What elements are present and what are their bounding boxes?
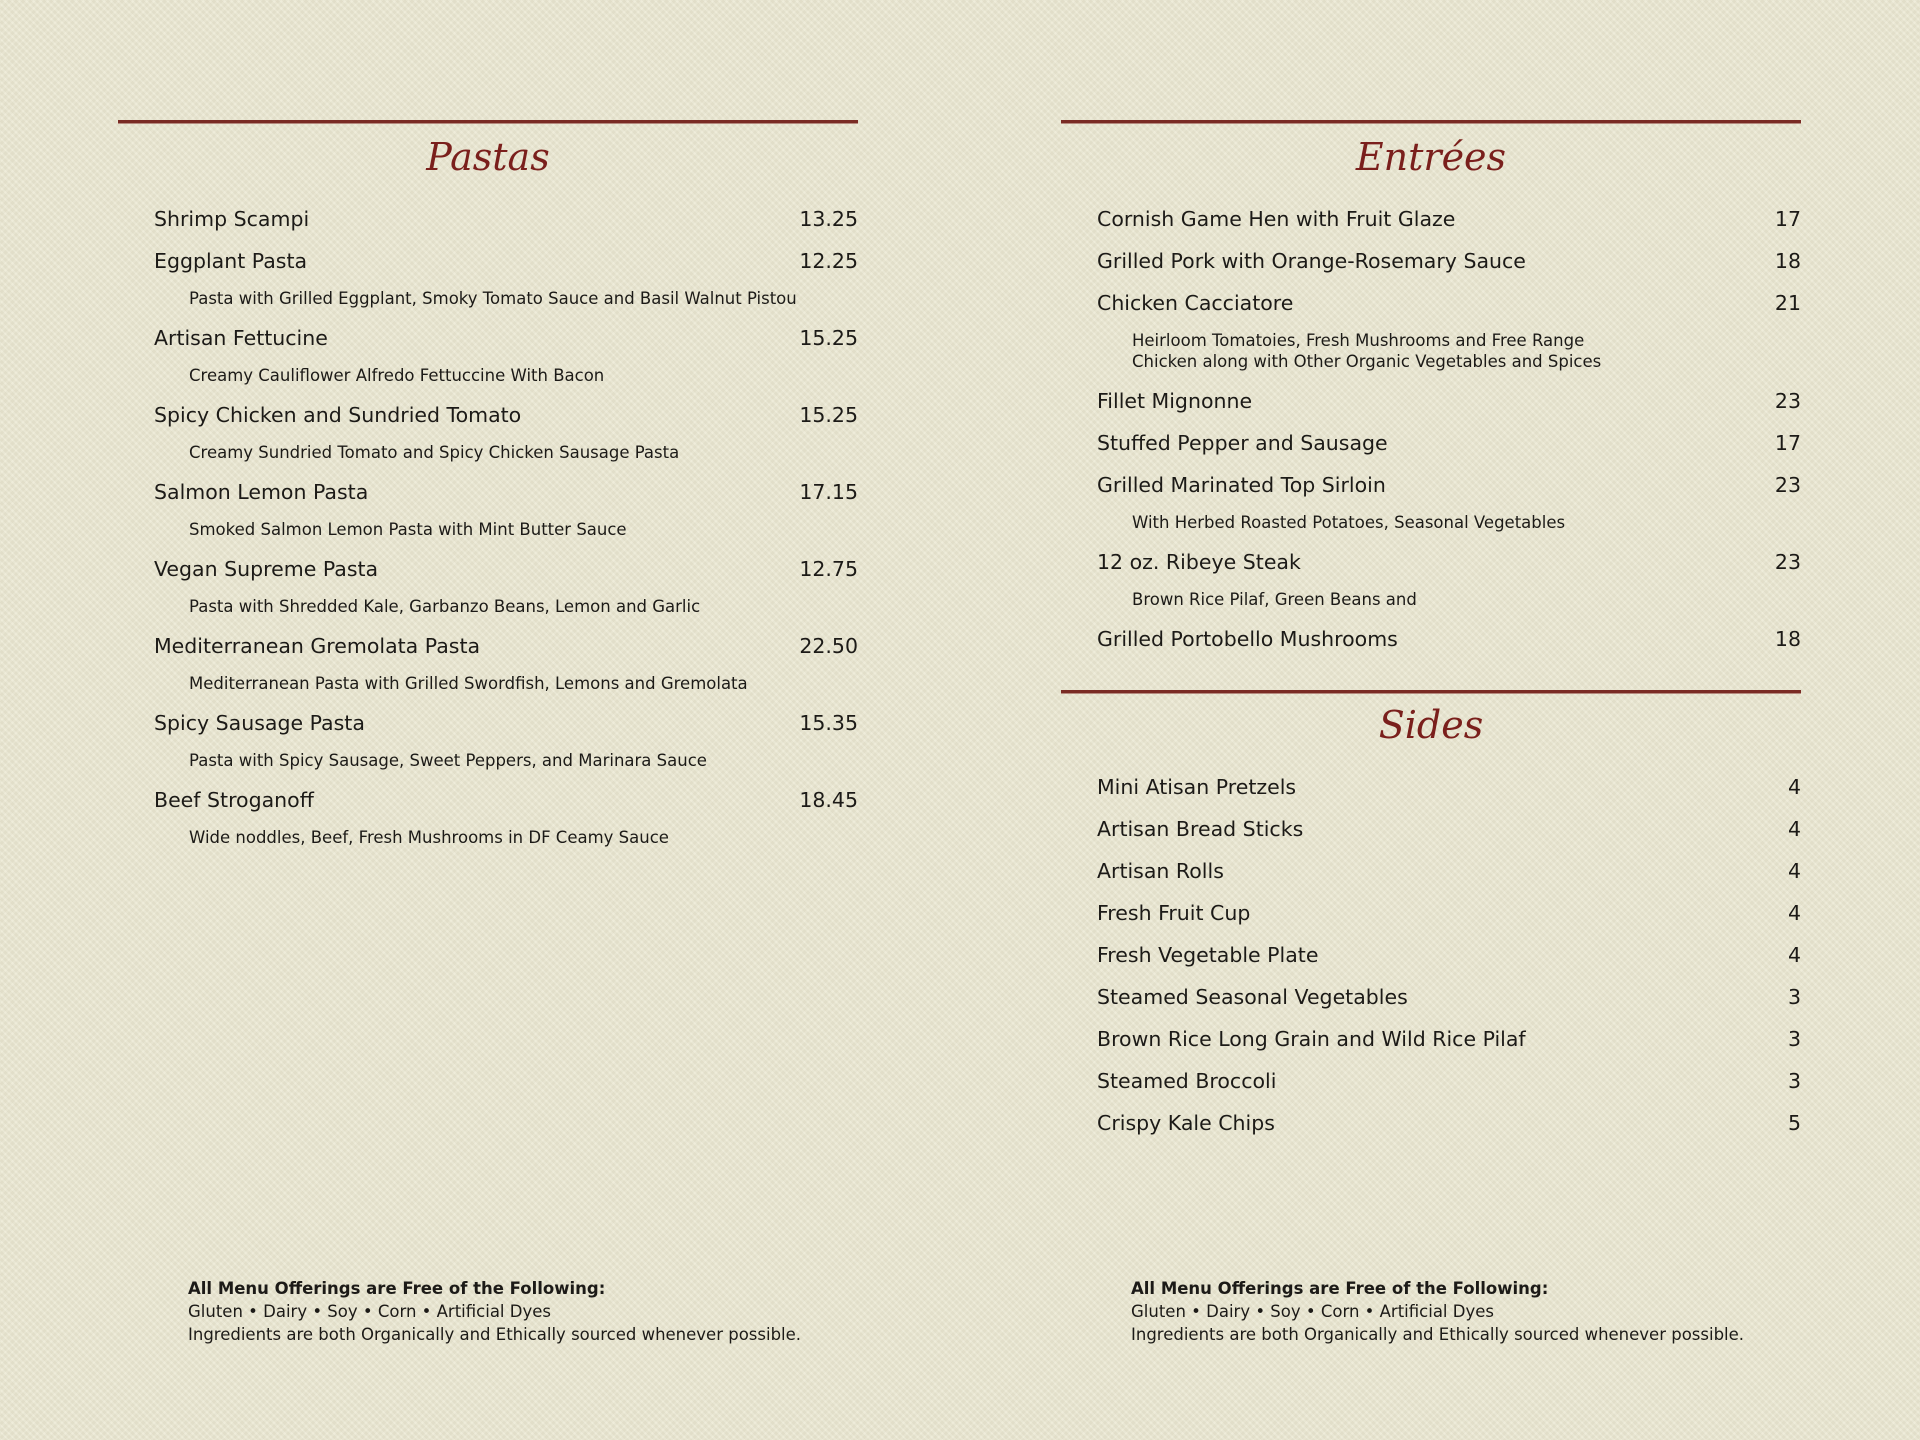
menu-item-row xyxy=(1097,1026,1801,1052)
menu-item-price: 3 xyxy=(1787,1069,1801,1093)
left-footnote xyxy=(188,1277,801,1346)
sides-title: Sides xyxy=(1378,703,1484,747)
menu-item-row xyxy=(1097,290,1801,316)
menu-item-row xyxy=(154,402,858,428)
menu-item-row xyxy=(1097,900,1801,926)
menu-item-description: Creamy Cauliflower Alfredo Fettuccine With Bacon xyxy=(189,366,605,385)
menu-item-price: 5 xyxy=(1787,1111,1801,1135)
menu-item-name: Chicken Cacciatore xyxy=(1097,291,1294,315)
menu-item-price: 4 xyxy=(1787,901,1801,925)
menu-item-row xyxy=(1097,248,1801,274)
menu-item xyxy=(154,206,858,232)
menu-item xyxy=(1097,816,1801,842)
right-footnote xyxy=(1131,1277,1744,1346)
menu-item-description: Mediterranean Pasta with Grilled Swordfish, Lemons and Gremolata xyxy=(189,674,748,693)
menu-item-row xyxy=(1097,430,1801,456)
menu-item-name: Spicy Sausage Pasta xyxy=(154,711,365,735)
menu-item-row xyxy=(1097,206,1801,232)
menu-item-row xyxy=(154,633,858,659)
menu-item xyxy=(1097,900,1801,926)
entrees-title: Entrées xyxy=(1355,135,1507,179)
pastas-list xyxy=(118,206,858,848)
menu-item xyxy=(1097,1068,1801,1094)
menu-item xyxy=(154,787,858,848)
menu-item xyxy=(1097,472,1801,533)
menu-item-row xyxy=(154,248,858,274)
menu-item xyxy=(1097,1110,1801,1136)
menu-item-name: Eggplant Pasta xyxy=(154,249,308,273)
menu-item-name: Fillet Mignonne xyxy=(1097,389,1253,413)
menu-item xyxy=(154,556,858,617)
menu-item-description: Pasta with Spicy Sausage, Sweet Peppers, and Marinara Sauce xyxy=(189,751,707,770)
pastas-title: Pastas xyxy=(426,135,550,179)
entrees-rule xyxy=(1061,120,1801,124)
menu-item xyxy=(1097,858,1801,884)
menu-item-name: Artisan Fettucine xyxy=(154,326,328,350)
menu-item-row xyxy=(154,479,858,505)
menu-item xyxy=(1097,206,1801,232)
menu-item-name: Grilled Pork with Orange-Rosemary Sauce xyxy=(1097,249,1526,273)
footnote-title: All Menu Offerings are Free of the Following: xyxy=(188,1279,606,1298)
menu-item xyxy=(154,248,858,309)
menu-item-price: 15.25 xyxy=(799,403,858,427)
menu-item xyxy=(1097,984,1801,1010)
menu-item-name: Shrimp Scampi xyxy=(154,207,310,231)
menu-item-price: 4 xyxy=(1787,775,1801,799)
menu-item xyxy=(1097,248,1801,274)
menu-item-description: Wide noddles, Beef, Fresh Mushrooms in DF Ceamy Sauce xyxy=(189,828,669,847)
menu-item-description: Creamy Sundried Tomato and Spicy Chicken Sausage Pasta xyxy=(189,443,680,462)
menu-item-name: Artisan Rolls xyxy=(1097,859,1224,883)
left-page xyxy=(118,0,858,1440)
menu-item-row xyxy=(1097,984,1801,1010)
menu-item xyxy=(154,402,858,463)
menu-item-row xyxy=(1097,774,1801,800)
menu-item-name: Steamed Seasonal Vegetables xyxy=(1097,985,1408,1009)
menu-item-name: 12 oz. Ribeye Steak xyxy=(1097,550,1301,574)
menu-item-name: Grilled Portobello Mushrooms xyxy=(1097,627,1398,651)
menu-item-price: 12.75 xyxy=(799,557,858,581)
menu-item-price: 18.45 xyxy=(799,788,858,812)
menu-item xyxy=(154,479,858,540)
menu-item xyxy=(1097,1026,1801,1052)
menu-item-price: 21 xyxy=(1774,291,1801,315)
menu-item-price: 23 xyxy=(1774,550,1801,574)
menu-item-name: Cornish Game Hen with Fruit Glaze xyxy=(1097,207,1456,231)
menu-item xyxy=(1097,290,1801,372)
menu-item-row xyxy=(1097,472,1801,498)
menu-item-price: 17 xyxy=(1774,207,1801,231)
sides-list xyxy=(1061,774,1801,1136)
menu-item-price: 15.25 xyxy=(799,326,858,350)
menu-item-price: 23 xyxy=(1774,389,1801,413)
menu-item-price: 17 xyxy=(1774,431,1801,455)
menu-item-name: Brown Rice Long Grain and Wild Rice Pilaf xyxy=(1097,1027,1526,1051)
menu-item-price: 3 xyxy=(1787,1027,1801,1051)
menu-item-price: 12.25 xyxy=(799,249,858,273)
menu-item-description: Pasta with Grilled Eggplant, Smoky Tomato Sauce and Basil Walnut Pistou xyxy=(189,289,797,308)
menu-item-row xyxy=(1097,388,1801,414)
menu-item-name: Fresh Fruit Cup xyxy=(1097,901,1251,925)
menu-item-price: 18 xyxy=(1774,249,1801,273)
menu-item-description: Brown Rice Pilaf, Green Beans and xyxy=(1132,590,1417,609)
menu-item-row xyxy=(154,556,858,582)
menu-item xyxy=(1097,549,1801,610)
menu-item-name: Mini Atisan Pretzels xyxy=(1097,775,1297,799)
sides-rule xyxy=(1061,690,1801,694)
footnote-sourcing: Ingredients are both Organically and Ethically sourced whenever possible. xyxy=(188,1325,802,1344)
menu-item-name: Vegan Supreme Pasta xyxy=(154,557,379,581)
entrees-list xyxy=(1061,206,1801,652)
menu-item xyxy=(1097,626,1801,652)
menu-item-name: Beef Stroganoff xyxy=(154,788,314,812)
menu-item xyxy=(1097,388,1801,414)
menu-item xyxy=(1097,942,1801,968)
menu-item-description: With Herbed Roasted Potatoes, Seasonal Vegetables xyxy=(1132,513,1566,532)
menu-item-description: Pasta with Shredded Kale, Garbanzo Beans, Lemon and Garlic xyxy=(189,597,701,616)
menu-item-row xyxy=(154,325,858,351)
pastas-rule xyxy=(118,120,858,124)
menu-item-name: Steamed Broccoli xyxy=(1097,1069,1277,1093)
menu-item-price: 23 xyxy=(1774,473,1801,497)
menu-item-row xyxy=(1097,626,1801,652)
menu-item-name: Stuffed Pepper and Sausage xyxy=(1097,431,1388,455)
menu-item-price: 13.25 xyxy=(799,207,858,231)
menu-item-description: Heirloom Tomatoies, Fresh Mushrooms and Free Range Chicken along with Other Organic Vegetables and Spices xyxy=(1132,331,1602,371)
menu-item xyxy=(1097,430,1801,456)
menu-item-price: 4 xyxy=(1787,859,1801,883)
menu-item-price: 15.35 xyxy=(799,711,858,735)
menu-item-description: Smoked Salmon Lemon Pasta with Mint Butter Sauce xyxy=(189,520,627,539)
menu-item-name: Spicy Chicken and Sundried Tomato xyxy=(154,403,522,427)
menu-item-price: 22.50 xyxy=(799,634,858,658)
menu-item-price: 4 xyxy=(1787,943,1801,967)
menu-item-price: 17.15 xyxy=(799,480,858,504)
right-page xyxy=(1061,0,1801,1440)
menu-item-row xyxy=(1097,549,1801,575)
menu-item-row xyxy=(1097,1110,1801,1136)
menu-item-row xyxy=(154,787,858,813)
menu-item-price: 18 xyxy=(1774,627,1801,651)
menu-item-name: Crispy Kale Chips xyxy=(1097,1111,1275,1135)
footnote-title: All Menu Offerings are Free of the Following: xyxy=(1131,1279,1549,1298)
menu-item-row xyxy=(1097,942,1801,968)
menu-item-name: Salmon Lemon Pasta xyxy=(154,480,369,504)
menu-item xyxy=(154,325,858,386)
menu-item xyxy=(1097,774,1801,800)
footnote-sourcing: Ingredients are both Organically and Ethically sourced whenever possible. xyxy=(1131,1325,1745,1344)
menu-item-name: Artisan Bread Sticks xyxy=(1097,817,1304,841)
menu-item xyxy=(154,710,858,771)
menu-item-name: Grilled Marinated Top Sirloin xyxy=(1097,473,1386,497)
menu-item-price: 4 xyxy=(1787,817,1801,841)
menu-item-row xyxy=(1097,858,1801,884)
menu-item-row xyxy=(1097,1068,1801,1094)
menu-item-name: Fresh Vegetable Plate xyxy=(1097,943,1319,967)
menu-item-row xyxy=(154,710,858,736)
menu-item-name: Mediterranean Gremolata Pasta xyxy=(154,634,481,658)
menu-item xyxy=(154,633,858,694)
menu-item-row xyxy=(154,206,858,232)
footnote-allergens: Gluten • Dairy • Soy • Corn • Artificial Dyes xyxy=(1131,1302,1494,1321)
menu-item-row xyxy=(1097,816,1801,842)
footnote-allergens: Gluten • Dairy • Soy • Corn • Artificial Dyes xyxy=(188,1302,551,1321)
menu-item-price: 3 xyxy=(1787,985,1801,1009)
